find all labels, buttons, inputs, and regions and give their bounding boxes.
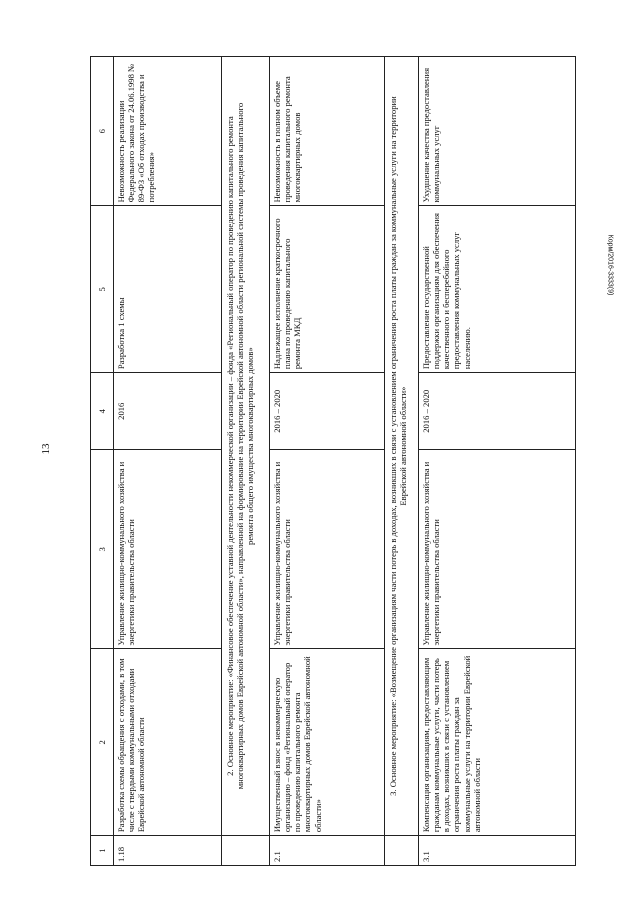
header-cell-2: 2 [91, 649, 114, 836]
header-cell-3: 3 [91, 450, 114, 649]
executor-cell: Управление жилищно-коммунального хозяйства и энергетики правительства области [270, 450, 385, 649]
period-cell: 2016 – 2020 [270, 373, 385, 450]
section-2-title: 2. Основное мероприятие: «Финансовое обеспечение уставной деятельности некоммерческой организации – фонда «Региональный оператор по проведению капитального ремонта многоквартирных домов Еврейской автономной области», направленной на формирование на территории Еврейской автономной области региональной системы проведения капитального ремонта общего имущества многоквартирных домов» [222, 57, 270, 836]
period-cell: 2016 – 2020 [419, 373, 576, 450]
measure-cell: Разработка схемы обращения с отходами, в том числе с твердыми коммунальными отходами Еврейской автономной области [114, 649, 222, 836]
spacer-cell [385, 836, 419, 866]
header-cell-1: 1 [91, 836, 114, 866]
rotated-table-container [90, 56, 576, 866]
header-cell-5: 5 [91, 206, 114, 373]
header-cell-6: 6 [91, 57, 114, 206]
header-cell-4: 4 [91, 373, 114, 450]
executor-cell: Управление жилищно-коммунального хозяйства и энергетики правительства области [114, 450, 222, 649]
consequence-cell: Ухудшение качества предоставления коммунальных услуг [419, 57, 576, 206]
row-number: 3.1 [419, 836, 576, 866]
executor-cell: Управление жилищно-коммунального хозяйства и энергетики правительства области [419, 450, 576, 649]
table-row [419, 57, 576, 866]
consequence-cell: Невозможность реализации Федерального закона от 24.06.1998 № 89-ФЗ «Об отходах производства и потребления» [114, 57, 222, 206]
spacer-cell [222, 836, 270, 866]
section-heading-row [385, 57, 419, 866]
stamp-text: Корм/2016-3333(9) [606, 234, 614, 296]
measures-table [90, 56, 576, 866]
measure-cell: Компенсация организациям, предоставляющим гражданам коммунальные услуги, части потерь в доходах, возникших в связи с установлением ограничения роста платы граждан за коммунальные услуги на территории Еврейской автономной области [419, 649, 576, 836]
table-row [114, 57, 222, 866]
page-number: 13 [40, 443, 52, 455]
row-number: 2.1 [270, 836, 385, 866]
measure-cell: Имущественный взнос в некоммерческую организацию – фонд «Региональный оператор по проведению капитального ремонта многоквартирных домов Еврейской автономной области» [270, 649, 385, 836]
document-stamp [590, 200, 630, 330]
result-cell: Разработка 1 схемы [114, 206, 222, 373]
result-cell: Предоставление государственной поддержки организациям для обеспечения качественного и бесперебойного предоставления коммунальных услуг населению. [419, 206, 576, 373]
row-number: 1.18 [114, 836, 222, 866]
section-3-title: 3. Основное мероприятие: «Возмещение организациям части потерь в доходах, возникших в связи с установлением ограничения роста платы граждан за коммунальные услуги на территории Еврейской автономной области» [385, 57, 419, 836]
consequence-cell: Невозможность в полном объеме проведения капитального ремонта многоквартирных домов [270, 57, 385, 206]
period-cell: 2016 [114, 373, 222, 450]
section-heading-row [222, 57, 270, 866]
result-cell: Надлежащее исполнение краткосрочного плана по проведению капитального ремонта МКД [270, 206, 385, 373]
header-row [91, 57, 114, 866]
table-row [270, 57, 385, 866]
